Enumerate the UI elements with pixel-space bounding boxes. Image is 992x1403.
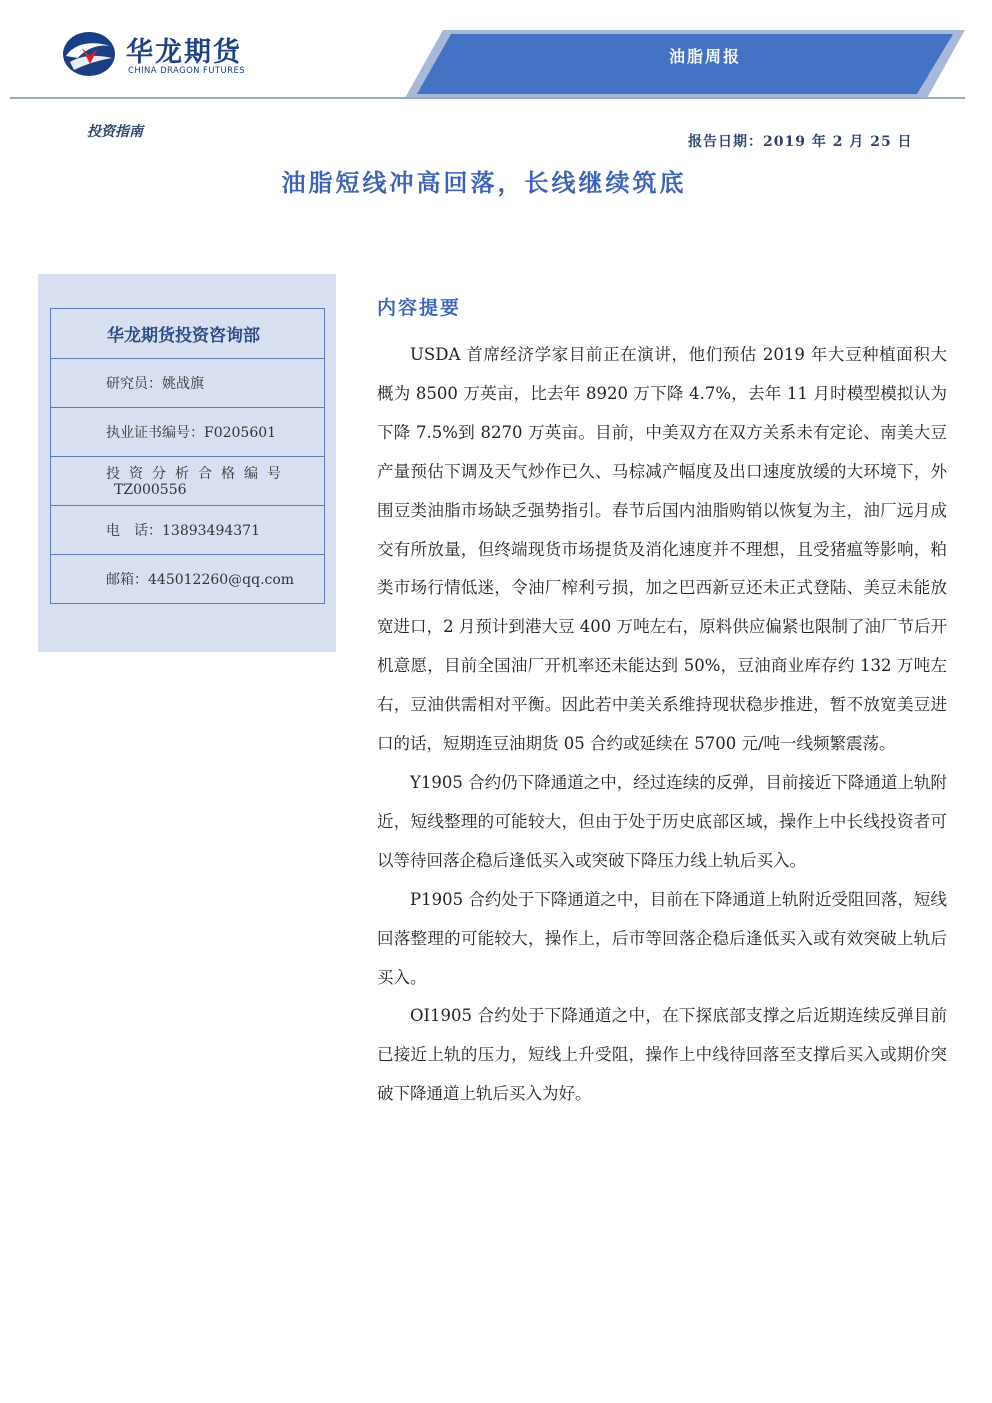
summary-heading: 内容提要 (377, 297, 462, 319)
analyst-card (50, 308, 325, 604)
logo-english-name: CHINA DRAGON FUTURES (128, 66, 246, 76)
email: 邮箱：445012260@qq.com (51, 554, 324, 603)
dragon-logo-icon (60, 26, 120, 82)
section-tag: 投资指南 (87, 124, 143, 140)
qualification-value: TZ000556 (114, 482, 187, 498)
header-divider (10, 97, 965, 99)
summary-paragraph: USDA 首席经济学家目前正在演讲，他们预估 2019 年大豆种植面积大概为 8500 万英亩，比去年 8920 万下降 4.7%，去年 11 月时模型模拟认为下降 7.5%到 8270 万英亩。目前，中美双方在双方关系未有定论、南美大豆产量预估下调及天气炒作已久、马棕减产幅度及出口速度放缓的大环境下，外围豆类油脂市场缺乏强势指引。春节后国内油脂购销以恢复为主，油厂远月成交有所放量，但终端现货市场提货及消化速度并不理想，且受猪瘟等影响，粕类市场行情低迷，令油厂榨利亏损，加之巴西新豆还未正式登陆、美豆未能放宽进口，2 月预计到港大豆 400 万吨左右，原料供应偏紧也限制了油厂节后开机意愿，目前全国油厂开机率还未能达到 50%，豆油商业库存约 132 万吨左右，豆油供需相对平衡。因此若中美关系维持现状稳步推进，暂不放宽美豆进口的话，短期连豆油期货 05 合约或延续在 5700 元/吨一线频繁震荡。 (377, 345, 947, 754)
researcher: 研究员：姚战旗 (51, 358, 324, 407)
summary-paragraph: OI1905 合约处于下降通道之中，在下探底部支撑之后近期连续反弹目前已接近上轨的压力，短线上升受阻，操作上中线待回落至支撑后买入或期价突破下降通道上轨后买入为好。 (377, 1006, 947, 1104)
phone: 电 话：13893494371 (51, 505, 324, 554)
logo-chinese-name: 华龙期货 (126, 37, 242, 68)
summary-paragraph: P1905 合约处于下降通道之中，目前在下降通道上轨附近受阻回落，短线回落整理的可能较大，操作上，后市等回落企稳后逢低买入或有效突破上轨后买入。 (377, 889, 947, 987)
qualification-number (51, 456, 324, 505)
license-number: 执业证书编号：F0205601 (51, 407, 324, 456)
page-title: 油脂短线冲高回落，长线继续筑底 (281, 168, 687, 197)
department-name: 华龙期货投资咨询部 (107, 326, 260, 346)
summary-body (377, 336, 947, 1114)
qualification-label: 投资分析合格编号 (106, 466, 290, 482)
report-type-label: 油脂周报 (668, 47, 741, 66)
summary-paragraph: Y1905 合约仍下降通道之中，经过连续的反弹，目前接近下降通道上轨附近，短线整理的可能较大，但由于处于历史底部区域，操作上中长线投资者可以等待回落企稳后逢低买入或突破下降压力线上轨后买入。 (377, 772, 947, 870)
report-date: 报告日期：2019 年 2 月 25 日 (688, 134, 913, 150)
company-logo (60, 26, 260, 82)
